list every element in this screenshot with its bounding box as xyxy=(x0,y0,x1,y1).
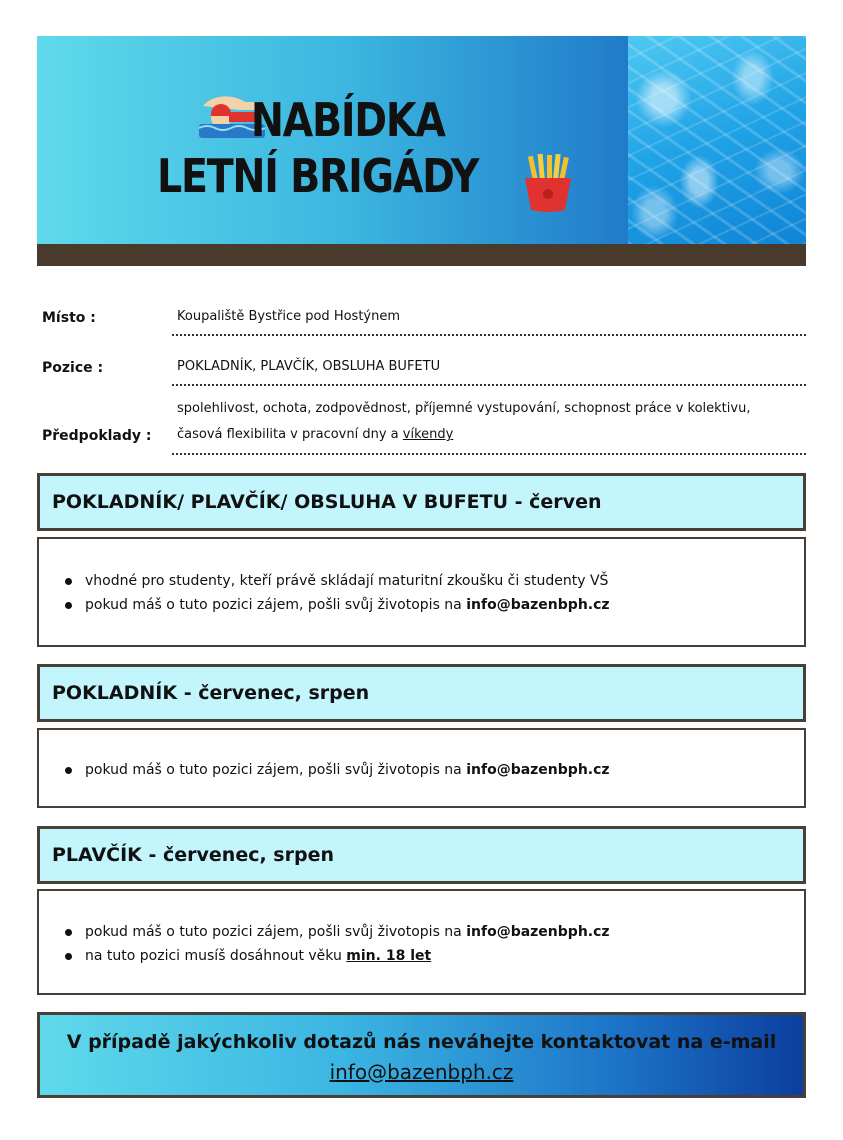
info-row-requirements xyxy=(37,396,806,460)
list-item xyxy=(63,920,804,944)
info-row-position xyxy=(37,350,806,390)
list-item-text: pokud máš o tuto pozici zájem, pošli svůj životopis na xyxy=(85,762,462,778)
header-divider-strip xyxy=(37,244,806,266)
footer-email-link[interactable]: info@bazenbph.cz xyxy=(329,1060,514,1084)
dotted-divider xyxy=(172,453,806,455)
section-lifeguard-heading: PLAVČÍK - červenec, srpen xyxy=(37,826,806,884)
list-item-text: pokud máš o tuto pozici zájem, pošli svůj životopis na xyxy=(85,597,462,613)
title-line-2: LETNÍ BRIGÁDY xyxy=(157,149,479,203)
pool-water-image xyxy=(628,36,806,244)
list-item xyxy=(63,944,804,968)
requirements-value xyxy=(177,396,806,448)
place-value: Koupaliště Bystřice pod Hostýnem xyxy=(177,309,401,324)
email-text: info@bazenbph.cz xyxy=(466,597,610,613)
section-june-body xyxy=(37,537,806,647)
position-value: POKLADNÍK, PLAVČÍK, OBSLUHA BUFETU xyxy=(177,359,441,374)
email-text: info@bazenbph.cz xyxy=(466,762,610,778)
list-item: vhodné pro studenty, kteří právě skládají maturitní zkoušku či studenty VŠ xyxy=(63,569,804,593)
requirements-line-2 xyxy=(177,422,806,448)
requirements-line-2-text: časová flexibilita v pracovní dny a xyxy=(177,427,399,442)
dotted-divider xyxy=(172,334,806,336)
contact-footer xyxy=(37,1012,806,1098)
fries-icon xyxy=(521,154,575,212)
section-lifeguard-body xyxy=(37,889,806,995)
position-label: Pozice : xyxy=(42,360,104,376)
list-item-text: na tuto pozici musíš dosáhnout věku xyxy=(85,948,342,964)
place-label: Místo : xyxy=(42,310,96,326)
requirements-line-1: spolehlivost, ochota, zodpovědnost, příjemné vystupování, schopnost práce v kolektivu, xyxy=(177,401,751,416)
list-item xyxy=(63,593,804,617)
header-banner xyxy=(37,36,806,244)
section-june-heading: POKLADNÍK/ PLAVČÍK/ OBSLUHA V BUFETU - červen xyxy=(37,473,806,531)
list-item xyxy=(63,758,804,782)
dotted-divider xyxy=(172,384,806,386)
weekends-text: víkendy xyxy=(402,427,454,442)
page-title xyxy=(137,92,498,204)
list-item-text: pokud máš o tuto pozici zájem, pošli svůj životopis na xyxy=(85,924,462,940)
title-line-1: NABÍDKA xyxy=(250,93,445,147)
min-age-text: min. 18 let xyxy=(346,948,432,964)
section-cashier-body xyxy=(37,728,806,808)
section-cashier-heading: POKLADNÍK - červenec, srpen xyxy=(37,664,806,722)
info-row-place xyxy=(37,300,806,340)
requirements-label: Předpoklady : xyxy=(42,428,152,444)
email-text: info@bazenbph.cz xyxy=(466,924,610,940)
footer-text: V případě jakýchkoliv dotazů nás neváhejte kontaktovat na e-mail xyxy=(66,1031,777,1053)
